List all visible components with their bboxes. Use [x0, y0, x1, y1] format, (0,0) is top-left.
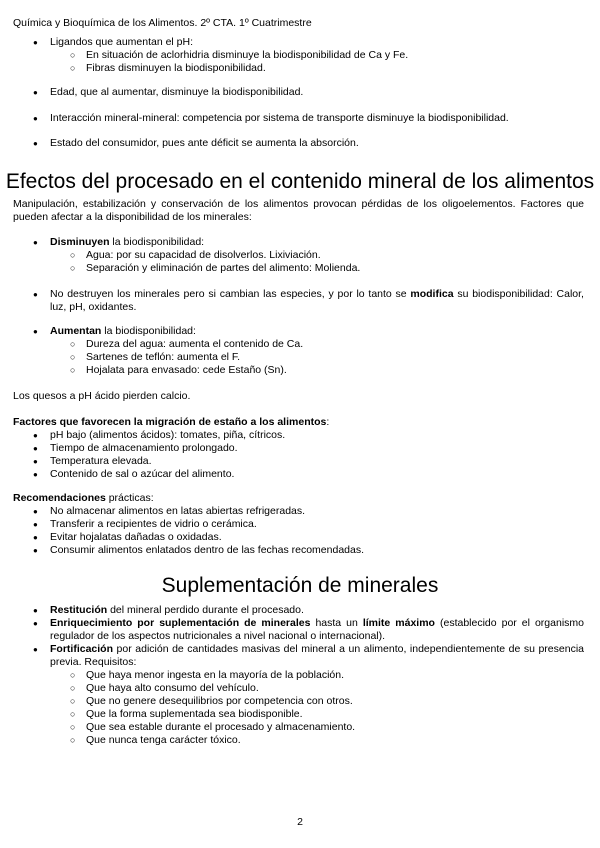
list-item-text: la biodisponibilidad: — [109, 236, 205, 248]
section-title-text: Efectos del procesado en el contenido mineral de los alimentos — [5, 170, 595, 193]
sub-item: ○ Que sea estable durante el procesado y almacenamiento. — [50, 721, 584, 734]
sub-item: ○ Agua: por su capacidad de disolverlos. Lixiviación. — [50, 249, 584, 262]
factores-heading — [0, 416, 600, 429]
list-item-text: la biodisponibilidad: — [101, 325, 196, 337]
sub-item: ○ Que haya menor ingesta en la mayoría de la población. — [50, 669, 584, 682]
sub-item: ○ Sartenes de teflón: aumenta el F. — [50, 351, 584, 364]
list-item-text: del mineral perdido durante el procesado. — [107, 604, 304, 616]
keyword: modifica — [410, 288, 454, 300]
list-item-text: (establecido por el organismo regulador de los aspectos nutricionales a nivel nacional o internacional). — [50, 617, 584, 642]
list-item: ● Tiempo de almacenamiento prolongado. — [0, 442, 600, 455]
list-item-text: hasta un — [310, 617, 363, 629]
heading-rest: prácticas: — [105, 492, 154, 504]
top-list-3 — [0, 112, 600, 125]
sub-item: ○ Que haya alto consumo del vehículo. — [50, 682, 584, 695]
list-item: ● Evitar hojalatas dañadas o oxidadas. — [0, 531, 600, 544]
keyword: Disminuyen — [50, 236, 110, 248]
section-title — [0, 574, 600, 598]
sub-item: ○ Separación y eliminación de partes del alimento: Molienda. — [50, 262, 584, 275]
list-item: ● Edad, que al aumentar, disminuye la biodisponibilidad. — [0, 86, 600, 99]
heading-text: Recomendaciones — [13, 492, 106, 504]
top-list-2 — [0, 86, 600, 99]
running-header: Química y Bioquímica de los Alimentos. 2º CTA. 1º Cuatrimestre — [13, 17, 312, 29]
sub-item: ○ Dureza del agua: aumenta el contenido de Ca. — [50, 338, 584, 351]
keyword: Aumentan — [50, 325, 102, 337]
section-title — [0, 170, 600, 194]
list-item — [0, 236, 600, 275]
list-item-text: su biodisponibilidad: Calor, luz, pH, oxidantes. — [50, 288, 584, 313]
sub-item: ○ En situación de aclorhidria disminuye la biodisponibilidad de Ca y Fe. — [50, 49, 584, 62]
sub-item: ○ Que nunca tenga carácter tóxico. — [50, 734, 584, 747]
sub-item: ○ Fibras disminuyen la biodisponibilidad. — [50, 62, 584, 75]
disminuyen-list — [0, 236, 600, 275]
top-list-4 — [0, 137, 600, 150]
recomendaciones-block — [0, 492, 600, 557]
heading-colon: : — [326, 416, 330, 428]
factores-block — [0, 416, 600, 481]
list-item-text: No destruyen los minerales pero si cambian las especies, y por lo tanto se — [50, 288, 411, 300]
list-item: ● Interacción mineral-mineral: competencia por sistema de transporte disminuye la biodisponibilidad. — [0, 112, 600, 125]
list-item — [0, 36, 600, 75]
list-item: ● No almacenar alimentos en latas abiertas refrigeradas. — [0, 505, 600, 518]
list-item — [0, 288, 600, 314]
list-item-text: por adición de cantidades masivas del mineral a un alimento, independientemente de su presencia previa. Requisitos: — [50, 643, 584, 668]
suplementacion-list — [0, 604, 600, 747]
page-number: 2 — [297, 816, 303, 828]
intro-text: Manipulación, estabilización y conservación de los alimentos provocan pérdidas de los oligoelementos. Factores que pueden afectar a la disponibilidad de los minerales: — [13, 198, 584, 223]
list-item — [0, 325, 600, 377]
quesos-paragraph — [0, 390, 600, 403]
list-item — [0, 604, 600, 617]
intro-paragraph — [0, 198, 600, 224]
list-item: ● Consumir alimentos enlatados dentro de las fechas recomendadas. — [0, 544, 600, 557]
paragraph-text: Los quesos a pH ácido pierden calcio. — [13, 390, 191, 402]
list-item: ● Estado del consumidor, pues ante déficit se aumenta la absorción. — [0, 137, 600, 150]
aumentan-list — [0, 325, 600, 377]
modifica-list — [0, 288, 600, 314]
sub-item: ○ Que la forma suplementada sea biodisponible. — [50, 708, 584, 721]
sub-item: ○ Que no genere desequilibrios por competencia con otros. — [50, 695, 584, 708]
keyword: límite máximo — [362, 617, 435, 629]
top-list-1 — [0, 36, 600, 75]
list-item: ● Transferir a recipientes de vidrio o cerámica. — [0, 518, 600, 531]
heading-text: Factores que favorecen la migración de estaño a los alimentos — [13, 416, 327, 428]
recomendaciones-heading — [0, 492, 600, 505]
list-item — [0, 643, 600, 747]
keyword: Enriquecimiento por suplementación de minerales — [50, 617, 311, 629]
keyword: Fortificación — [50, 643, 114, 655]
list-item — [0, 617, 600, 643]
section-title-text: Suplementación de minerales — [161, 574, 439, 597]
list-item: ● pH bajo (alimentos ácidos): tomates, piña, cítricos. — [0, 429, 600, 442]
list-item: ● Temperatura elevada. — [0, 455, 600, 468]
list-item: ● Contenido de sal o azúcar del alimento. — [0, 468, 600, 481]
keyword: Restitución — [50, 604, 108, 616]
sub-item: ○ Hojalata para envasado: cede Estaño (Sn). — [50, 364, 584, 377]
list-item-text: Ligandos que aumentan el pH: — [50, 36, 194, 48]
